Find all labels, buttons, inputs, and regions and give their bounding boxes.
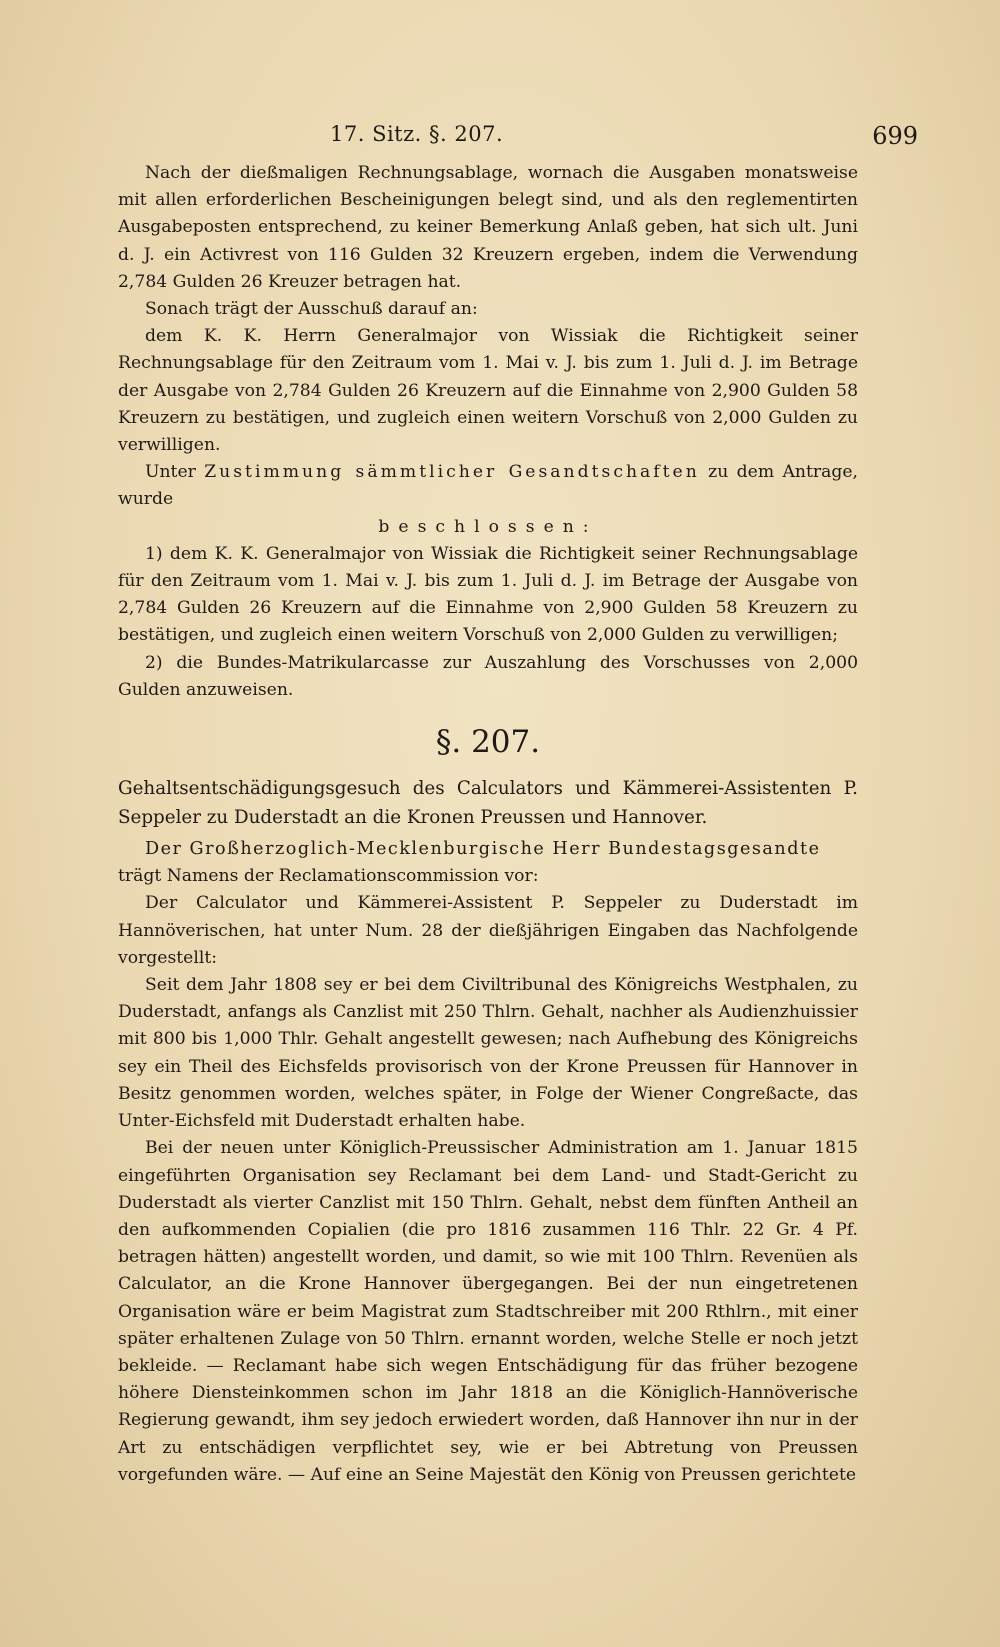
resolution-keyword: beschlossen: <box>378 516 598 537</box>
paragraph: Nach der dießmaligen Rechnungsablage, wornach die Ausgaben monatsweise mit allen erforderlichen Bescheinigungen belegt sind, und als den reglementirten Ausgabeposten entsprechend, zu keiner Bemerkung Anlaß geben, hat sich ult. Juni d. J. ein Activrest von 116 Gulden 32 Kreuzern ergeben, indem die Verwendung 2,784 Gulden 26 Kreuzer betragen hat. <box>118 163 858 292</box>
paragraph: Der Calculator und Kämmerei-Assistent P. Seppeler zu Duderstadt im Hannöverischen, hat unter Num. 28 der dießjährigen Eingaben das Nachfolgende vorgestellt: <box>118 893 858 968</box>
paragraph: Sonach trägt der Ausschuß darauf an: <box>145 299 478 320</box>
resolution-intro <box>118 459 858 513</box>
resolution-item-2: 2) die Bundes-Matrikularcasse zur Auszahlung des Vorschusses von 2,000 Gulden anzuweisen. <box>118 652 858 700</box>
paragraph: Bei der neuen unter Königlich-Preussischer Administration am 1. Januar 1815 eingeführten Organisation sey Reclamant bei dem Land- und Stadt-Gericht zu Duderstadt als vierter Canzlist mit 150 Thlrn. Gehalt, nebst dem fünften Antheil an den aufkommenden Copialien (die pro 1816 zusammen 116 Thlr. 22 Gr. 4 Pf. betragen hätten) angestellt worden, und damit, so wie mit 100 Thlrn. Revenüen als Calculator, an die Krone Hannover übergegangen. Bei der nun eingetretenen Organisation wäre er beim Magistrat zum Stadtschreiber mit 200 Rthlrn., mit einer später erhaltenen Zulage von 50 Thlrn. ernannt worden, welche Stelle er noch jetzt bekleide. — Reclamant habe sich wegen Entschädigung für das früher bezogene höhere Diensteinkommen schon im Jahr 1818 an die Königlich-Hannöverische Regierung gewandt, ihm sey jedoch erwiedert worden, daß Hannover ihn nur in der Art zu entschädigen verpflichtet sey, wie er bei Abtretung von Preussen vorgefunden wäre. — Auf eine an Seine Majestät den König von Preussen gerichtete <box>118 1138 858 1485</box>
resolution-intro-c: zu dem Antrage, wurde <box>118 462 858 510</box>
paragraph: Seit dem Jahr 1808 sey er bei dem Civiltribunal des Königreichs Westphalen, zu Duderstadt, anfangs als Canzlist mit 250 Thlrn. Gehalt, nachher als Audienzhuissier mit 800 bis 1,000 Thlr. Gehalt angestellt gewesen; nach Aufhebung des Königreichs sey ein Theil des Eichsfelds provisorisch von der Krone Preussen für Hannover in Besitz genommen worden, welches später, in Folge der Wiener Congreßacte, das Unter-Eichsfeld mit Duderstadt erhalten habe. <box>118 975 858 1132</box>
section-title: Gehaltsentschädigungsgesuch des Calculators und Kämmerei-Assistenten P. Seppeler zu Duderstadt an die Kronen Preussen und Hannover. <box>118 778 858 829</box>
resolution-intro-a: Unter <box>145 462 205 483</box>
paragraph: dem K. K. Herrn Generalmajor von Wissiak die Richtigkeit seiner Rechnungsablage für den Zeitraum vom 1. Mai v. J. bis zum 1. Juli d. J. im Betrage der Ausgabe von 2,784 Gulden 26 Kreuzern auf die Einnahme von 2,900 Gulden 58 Kreuzern zu bestätigen, und zugleich einen weitern Vorschuß von 2,000 Gulden zu verwilligen. <box>118 326 858 456</box>
resolution-emphasis: Zustimmung sämmtlicher Gesandtschaften <box>204 462 700 483</box>
page-number: 699 <box>872 122 918 150</box>
running-head: 17. Sitz. §. 207. <box>330 122 504 146</box>
page-body <box>118 160 858 1489</box>
page-header <box>0 122 1000 162</box>
section-sign: §. 207. <box>435 724 541 761</box>
resolution-item-1: 1) dem K. K. Generalmajor von Wissiak die Richtigkeit seiner Rechnungsablage für den Zeitraum vom 1. Mai v. J. bis zum 1. Juli d. J. im Betrage der Ausgabe von 2,784 Gulden 26 Kreuzern auf die Einnahme von 2,900 Gulden 58 Kreuzern zu bestätigen, und zugleich einen weitern Vorschuß von 2,000 Gulden zu verwilligen; <box>118 543 858 646</box>
speaker-line: Der Großherzoglich-Mecklenburgische Herr Bundestagsgesandte <box>145 839 821 860</box>
speaker-continuation: trägt Namens der Reclamationscommission vor: <box>118 866 539 887</box>
